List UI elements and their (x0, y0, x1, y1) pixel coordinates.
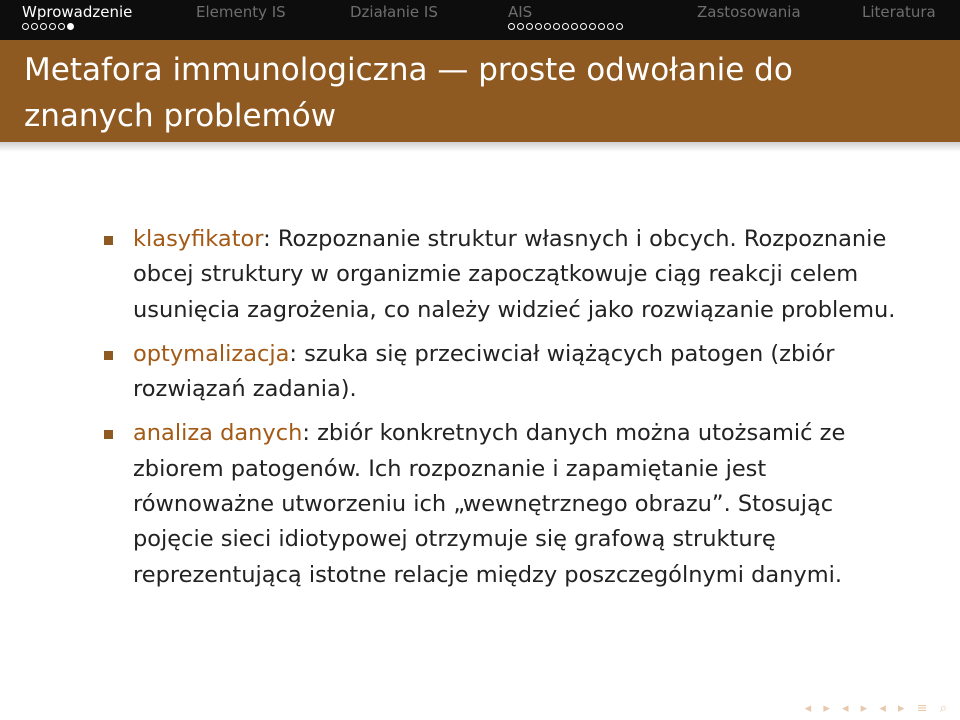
list-item (104, 337, 904, 408)
frame-title-bar (0, 40, 960, 142)
appendix-icon[interactable]: ≡ (916, 701, 929, 716)
nav-dot[interactable] (598, 23, 605, 30)
item-term: klasyfikator (133, 226, 264, 252)
nav-dot[interactable] (616, 23, 623, 30)
nav-dot[interactable] (553, 23, 560, 30)
subsection-next-icon[interactable]: ▸ (860, 701, 869, 716)
search-icon[interactable]: ⌕ (939, 701, 948, 716)
frame-next-icon[interactable]: ▸ (823, 701, 831, 716)
nav-section-zastosowania[interactable]: Zastosowania (697, 3, 801, 21)
nav-dot[interactable] (544, 23, 551, 30)
nav-section-dzialanie-is[interactable]: Działanie IS (350, 3, 438, 21)
nav-dot[interactable] (31, 23, 38, 30)
frame-title: Metafora immunologiczna — proste odwołanie do znanych problemów (24, 52, 793, 134)
item-term: analiza danych (133, 420, 303, 447)
nav-dot[interactable] (517, 23, 524, 30)
item-separator: : (302, 420, 310, 447)
section-prev-icon[interactable]: ◂ (879, 701, 887, 716)
nav-section-ais[interactable]: AIS (508, 3, 533, 21)
item-text: zbiór konkretnych danych można utożsamić ze zbiorem patogenów. Ich rozpoznanie i zapamiętanie jest równoważne utworzeniu ich „wewnętrznego obrazu”. Stosując pojęcie sieci idiotypowej otrzymuje się grafową strukturę reprezentującą istotne relacje między poszczególnymi danymi. (133, 420, 846, 588)
list-item (104, 222, 904, 328)
item-separator: : (263, 226, 271, 252)
frame-prev-icon[interactable]: ◂ (804, 701, 813, 716)
nav-section-wprowadzenie[interactable]: Wprowadzenie (22, 3, 133, 21)
item-term: optymalizacja (133, 340, 290, 367)
square-bullet-icon (104, 351, 113, 360)
nav-dot[interactable] (562, 23, 569, 30)
square-bullet-icon (104, 236, 113, 245)
nav-dot[interactable] (535, 23, 542, 30)
nav-section-elementy-is[interactable]: Elementy IS (196, 3, 286, 21)
title-shadow (0, 142, 960, 152)
nav-dot[interactable] (607, 23, 614, 30)
nav-dot[interactable] (508, 23, 515, 30)
nav-dot[interactable] (571, 23, 578, 30)
navigation-bar (0, 0, 960, 40)
nav-dot[interactable] (49, 23, 56, 30)
section-next-icon[interactable]: ▸ (898, 701, 906, 716)
nav-dot-current[interactable] (67, 23, 74, 30)
item-separator: : (289, 340, 297, 367)
nav-section-literatura[interactable]: Literatura (862, 3, 936, 21)
nav-dot[interactable] (58, 23, 65, 30)
nav-dot[interactable] (40, 23, 47, 30)
nav-dot[interactable] (526, 23, 533, 30)
list-item (104, 416, 904, 592)
item-list (104, 222, 904, 602)
navigation-symbols (799, 701, 948, 716)
item-text: szuka się przeciwciał wiążących patogen (zbiór rozwiązań zadania). (133, 340, 835, 403)
item-text: Rozpoznanie struktur własnych i obcych. Rozpoznanie obcej struktury w organizmie zapoczątkowuje ciąg reakcji celem usunięcia zagrożenia, co należy widzieć jako rozwiązanie problemu. (133, 226, 896, 323)
nav-dots-ais (508, 23, 623, 30)
subsection-prev-icon[interactable]: ◂ (841, 701, 850, 716)
nav-dot[interactable] (580, 23, 587, 30)
nav-dots-wprowadzenie (22, 23, 74, 30)
square-bullet-icon (104, 430, 113, 439)
nav-dot[interactable] (589, 23, 596, 30)
nav-dot[interactable] (22, 23, 29, 30)
